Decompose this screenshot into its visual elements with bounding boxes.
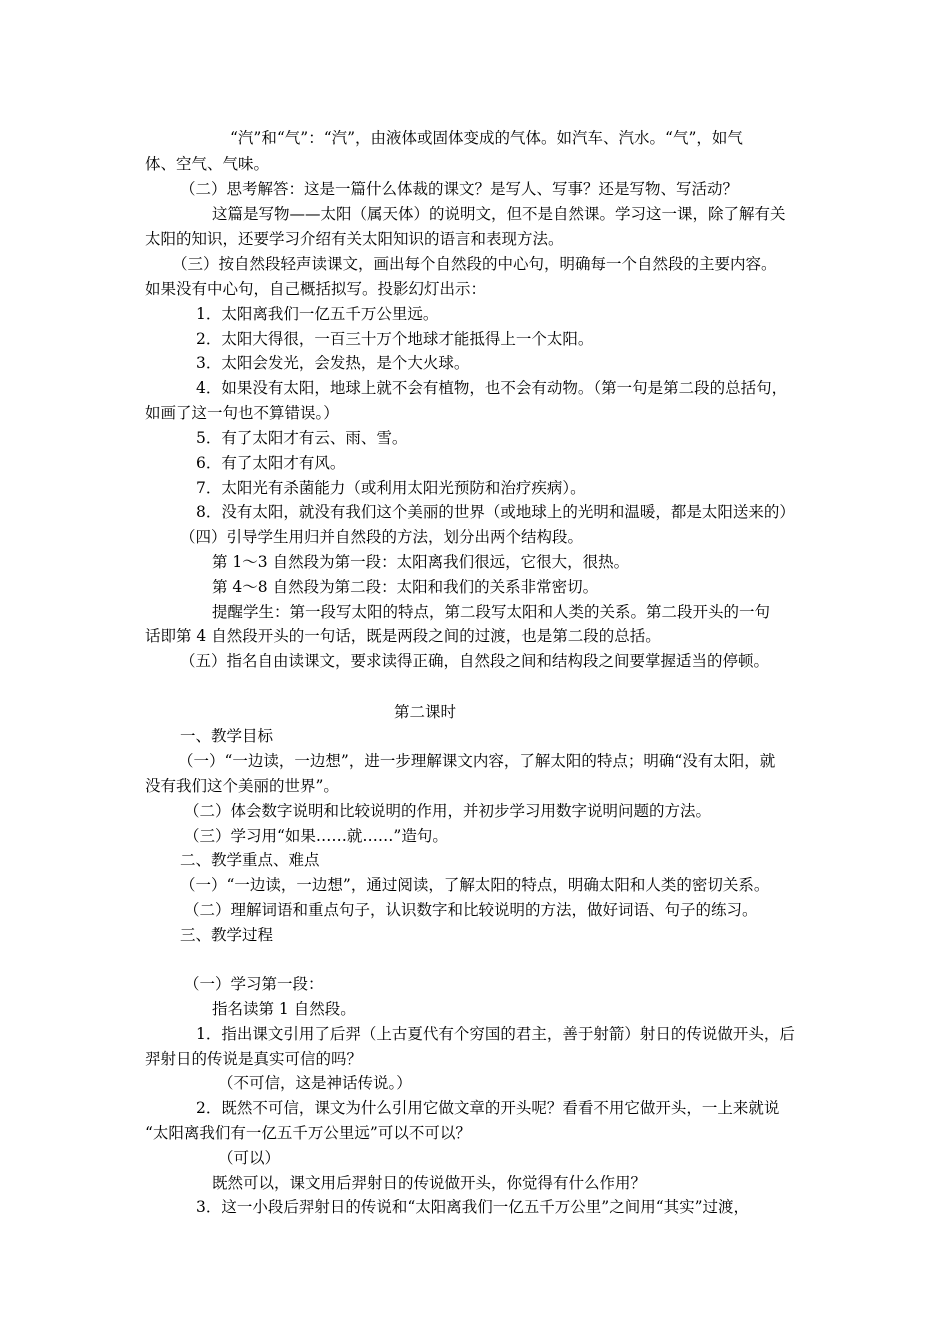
text-line: （可以） (218, 1149, 281, 1167)
text-line: （一）“一边读，一边想”，通过阅读，了解太阳的特点，明确太阳和人类的密切关系。 (180, 876, 770, 894)
text-line: 1．太阳离我们一亿五千万公里远。 (196, 305, 439, 323)
text-line: 2．太阳大得很，一百三十万个地球才能抵得上一个太阳。 (196, 330, 594, 348)
text-line: 第 1～3 自然段为第一段：太阳离我们很远，它很大，很热。 (212, 553, 630, 571)
text-line: 这篇是写物——太阳（属天体）的说明文，但不是自然课。学习这一课，除了解有关 (212, 205, 786, 223)
text-line: （二）思考解答：这是一篇什么体裁的课文？是写人、写事？还是写物、写活动？ (180, 180, 739, 198)
text-line: 2．既然不可信，课文为什么引用它做文章的开头呢？看看不用它做开头，一上来就说 (196, 1099, 780, 1117)
text-line: （三）按自然段轻声读课文，画出每个自然段的中心句，明确每一个自然段的主要内容。 (172, 255, 777, 273)
text-line: （二）体会数字说明和比较说明的作用，并初步学习用数字说明问题的方法。 (184, 802, 712, 820)
text-line: 3．这一小段后羿射日的传说和“太阳离我们一亿五千万公里”之间用“其实”过渡， (196, 1198, 750, 1216)
text-line: 6．有了太阳才有风。 (196, 454, 346, 472)
text-line: 4．如果没有太阳，地球上就不会有植物，也不会有动物。（第一句是第二段的总括句， (196, 379, 788, 397)
text-line: 既然可以，课文用后羿射日的传说做开头，你觉得有什么作用？ (212, 1174, 647, 1192)
text-line: 羿射日的传说是真实可信的吗？ (145, 1050, 363, 1068)
text-line: 三、教学过程 (180, 926, 274, 944)
text-line: 1．指出课文引用了后羿（上古夏代有个穷国的君主，善于射箭）射日的传说做开头，后 (196, 1025, 795, 1043)
text-line: 3．太阳会发光，会发热，是个大火球。 (196, 354, 470, 372)
text-line: （不可信，这是神话传说。） (218, 1074, 412, 1092)
text-line: 指名读第 1 自然段。 (212, 1000, 356, 1018)
text-line: “太阳离我们有一亿五千万公里远”可以不可以？ (145, 1124, 471, 1142)
section-heading: 第二课时 (393, 703, 456, 721)
text-line: 5．有了太阳才有云、雨、雪。 (196, 429, 408, 447)
text-line: 一、教学目标 (180, 727, 274, 745)
text-line: 8．没有太阳，就没有我们这个美丽的世界（或地球上的光明和温暖，都是太阳送来的） (196, 503, 795, 521)
text-line: （五）指名自由读课文，要求读得正确，自然段之间和结构段之间要掌握适当的停顿。 (180, 652, 770, 670)
text-line: 话即第 4 自然段开头的一句话，既是两段之间的过渡，也是第二段的总括。 (145, 627, 661, 645)
text-line: 如果没有中心句，自己概括拟写。投影幻灯出示： (145, 280, 487, 298)
text-line: （二）理解词语和重点句子，认识数字和比较说明的方法，做好词语、句子的练习。 (184, 901, 758, 919)
text-line: 二、教学重点、难点 (180, 851, 320, 869)
text-line: “汽”和“气”：“汽”，由液体或固体变成的气体。如汽车、汽水。“气”，如气 (230, 129, 743, 147)
text-line: （三）学习用“如果……就……”造句。 (184, 827, 448, 845)
text-line: （四）引导学生用归并自然段的方法，划分出两个结构段。 (180, 528, 584, 546)
text-line: 如画了这一句也不算错误。） (145, 404, 339, 422)
text-line: 太阳的知识，还要学习介绍有关太阳知识的语言和表现方法。 (145, 230, 564, 248)
text-line: 7．太阳光有杀菌能力（或利用太阳光预防和治疗疾病）。 (196, 479, 586, 497)
text-line: （一）“一边读，一边想”，进一步理解课文内容，了解太阳的特点；明确“没有太阳，就 (178, 752, 776, 770)
text-line: 提醒学生：第一段写太阳的特点，第二段写太阳和人类的关系。第二段开头的一句 (212, 603, 771, 621)
text-line: 第 4～8 自然段为第二段：太阳和我们的关系非常密切。 (212, 578, 599, 596)
text-line: （一）学习第一段： (184, 975, 324, 993)
text-line: 体、空气、气味。 (145, 155, 270, 173)
text-line: 没有我们这个美丽的世界”。 (145, 777, 339, 795)
